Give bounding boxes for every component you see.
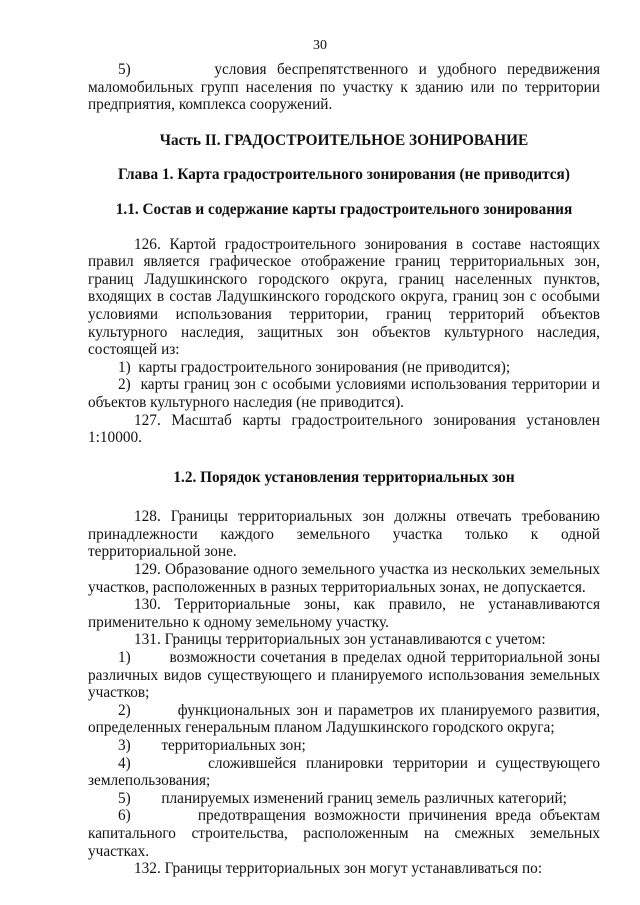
paragraph: 129. Образование одного земельного участка из нескольких земельных участков, расположенных в разных территориальных зонах, не допускается. [88, 561, 600, 596]
section-heading: 1.2. Порядок установления территориальных зон [173, 468, 515, 486]
list-item: 2) карты границ зон с особыми условиями использования территории и объектов культурного наследия (не приводится). [88, 376, 600, 411]
paragraph: 128. Границы территориальных зон должны отвечать требованию принадлежности каждого земельного участка только к одной территориальной зоне. [88, 508, 600, 561]
paragraph: 132. Границы территориальных зон могут устанавливаться по: [134, 860, 543, 878]
list-item: 5) условия беспрепятственного и удобного передвижения маломобильных групп населения по участку к зданию или по территории предприятия, комплекса сооружений. [88, 61, 600, 114]
list-item: 4) сложившейся планировки территории и существующего землепользования; [88, 754, 600, 790]
list-item: 1) карты градостроительного зонирования (не приводится); [118, 358, 511, 376]
paragraph: 131. Границы территориальных зон устанавливаются с учетом: [134, 631, 546, 649]
section-heading: Часть II. ГРАДОСТРОИТЕЛЬНОЕ ЗОНИРОВАНИЕ [159, 131, 529, 149]
paragraph: 130. Территориальные зоны, как правило, не устанавливаются применительно к одному земельному участку. [88, 596, 600, 631]
list-item: 5) планируемых изменений границ земель различных категорий; [118, 789, 567, 807]
list-item: 3) территориальных зон; [118, 737, 306, 754]
section-heading: Глава 1. Карта градостроительного зонирования (не приводится) [118, 166, 570, 184]
list-item: 1) возможности сочетания в пределах одной территориальной зоны различных видов существующего и планируемого использования земельных участков; [88, 649, 600, 702]
list-item: 2) функциональных зон и параметров их планируемого развития, определенных генеральным планом Ладушкинского городского округа; [88, 701, 600, 737]
document-body [88, 61, 600, 878]
section-heading: 1.1. Состав и содержание карты градостроительного зонирования [115, 200, 573, 218]
page-number: 30 [313, 38, 327, 53]
paragraph: 127. Масштаб карты градостроительного зонирования установлен 1:10000. [88, 411, 600, 447]
paragraph: 126. Картой градостроительного зонирования в составе настоящих правил является графическое отображение границ территориальных зон, границ Ладушкинского городского округа, границ населенных пунктов, входящих в состав Ладушкинского городского округа, границ зон с особыми условиями использования территории, границ территорий объектов культурного наследия, защитных зон объектов культурного наследия, состоящей из: [88, 235, 600, 359]
list-item: 6) предотвращения возможности причинения вреда объектам капитального строительства, расположенным на смежных земельных участках. [88, 807, 600, 860]
